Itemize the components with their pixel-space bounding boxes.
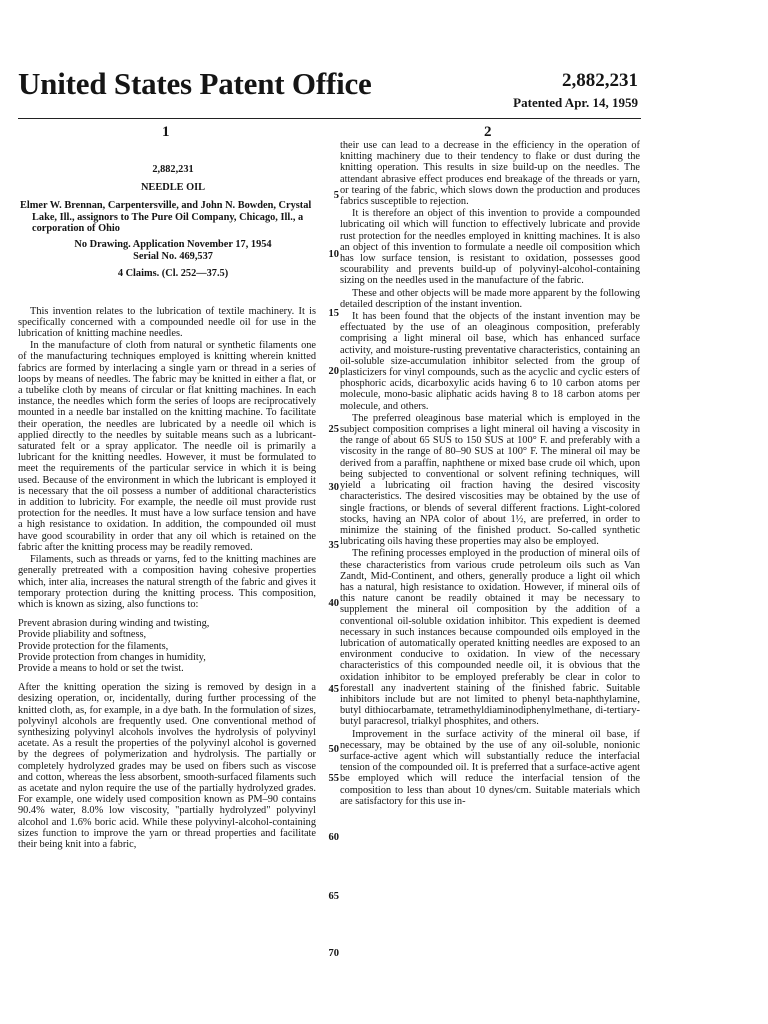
line-number: 40 (328, 598, 339, 609)
list-item: Provide protection from changes in humidity, (18, 651, 206, 663)
paragraph: Improvement in the surface activity of the mineral oil base, if necessary, may be obtained by the use of any oil-soluble, nonionic surface-active agent which will substantially reduce the interfacial tension of the compounded oil. It is preferred that a surface-active agent be employed which will reduce the interfacial tension of the composition to less than about 10 dynes/cm. Suitable materials which are satisfactory for this use in- (340, 728, 640, 807)
invention-title: NEEDLE OIL (140, 182, 206, 194)
line-number: 55 (328, 773, 339, 784)
header-rule (18, 118, 641, 119)
line-number: 70 (328, 948, 339, 959)
line-number: 60 (328, 832, 339, 843)
paragraph: Filaments, such as threads or yarns, fed to the knitting machines are generally pretreated with a composition having cohesive properties which, inter alia, increases the natural strength of the fabric and gives it temporary protection during the knitting process. This composition, which is known as sizing, also functions to: (18, 554, 316, 610)
right-column (340, 140, 640, 808)
left-column (18, 140, 316, 851)
application-line: No Drawing. Application November 17, 1954 (74, 239, 272, 251)
line-number: 10 (328, 249, 339, 260)
patent-number: 2,882,231 (562, 70, 638, 91)
paragraph: In the manufacture of cloth from natural or synthetic filaments one of the manufacturing techniques employed is knitting wherein knitted fabrics are formed by interlacing a single yarn or thread in a series of loops by means of needles. The fabric may be knitted in either a flat, or a tubelike cloth by means of circular or flat knitting machines. In each instance, the needles which form the series of loops are reciprocatively mounted in a needle bar installed on the knitting machine. To facilitate their operation, the needles are lubricated by a needle oil which is applied directly to the needles by suitable means such as a lubricant-saturated felt or a spray applicator. The needle oil is primarily a lubricant for the knitting needles. However, it must be formulated to meet the requirements of the particular service in which it is being used. Because of the environment in which the lubricant is employed it is necessary that the oil possess a number of additional characteristics in addition to lubricity. For example, the needle oil must provide rust protection for the needles. It must have a low surface tension and have a high resistance to oxidation. In addition, the compounded oil must have good scourability in order that any oil which is retained on the fabric after the knitting process may be readily removed. (18, 340, 316, 553)
line-number: 30 (328, 482, 339, 493)
line-number: 35 (328, 540, 339, 551)
paragraph: The preferred oleaginous base material which is employed in the subject composition comprises a light mineral oil having a viscosity in the range of about 65 SUS to 150 SUS at 100° F. and preferably with a viscosity in the range of 80–90 SUS at 100° F. The mineral oil may be derived from a paraffin, naphthene or mixed base crude oil which, upon being subjected to conventional or solvent refining techniques, will yield a lubricating oil fraction having the desired viscosity characteristics. The desired viscosities may be obtained by the use of single fractions, or blends of several different fractions. Light-colored stocks, having an NPA color of about 1½, are preferred, in order to minimize the staining of the finished product. So-called synthetic lubricating oils having these properties may also be employed. (340, 412, 640, 548)
list-item: Prevent abrasion during winding and twisting, (18, 618, 210, 630)
claims-line: 4 Claims. (Cl. 252—37.5) (117, 268, 229, 280)
paragraph: The refining processes employed in the production of mineral oils of these characteristics from various crude petroleum oils such as Van Zandt, Mid-Continent, and others, generally produce a light oil which has a natural, high resistance to oxidation. However, if mineral oils of this nature canont be readily obtained it may be necessary to supplement the mineral oil composition by the addition of a conventional oil-soluble oxidation inhibitor. This expedient is deemed necessary in such instances because compounded oils employed in the lubrication of automatically operated knitting needles are exposed to an environment conducive to oxidation. In view of the necessary characteristics of this compounded needle oil, it is obvious that the oxidation inhibitor to be employed preferably be clear in color to forestall any inadvertent staining of the finished fabric. Suitable inhibitors include but are not limited to phenyl beta-naphthylamine, butyl dithiocarbamate, tetramethyldiaminodiphenylmethane, di-tertiary-butyl paracresol, trialkyl phosphites, and others. (340, 548, 640, 728)
column-number-left: 1 (162, 124, 170, 140)
office-title: United States Patent Office (18, 66, 372, 101)
line-number: 5 (333, 190, 339, 201)
patented-date: Patented Apr. 14, 1959 (513, 95, 638, 110)
paragraph: It is therefore an object of this invention to provide a compounded lubricating oil which will function to effectively lubricate and provide rust protection for the needles employed in knitting machines. It is also an object of this invention to formulate a needle oil composition which has low surface tension, is resistant to oxidation, possesses good scourability and prevents build-up of polyvinyl-alcohol-containing sizing on the needles used in the manufacture of the fabric. (340, 208, 640, 287)
paragraph: It has been found that the objects of the instant invention may be effectuated by the use of an oleaginous composition, preferably comprising a light mineral oil base, which has enhanced surface activity, and moisture-rusting preventative characteristics, containing an oil-soluble size-accumulation inhibitor selected from the group of plasticizers for vinyl compounds, such as the acyclic and cyclic esters of phosphoric acids, dicarboxylic acids having 6 to 10 carbon atoms per molecule, mono-basic aliphatic acids having 8 to 18 carbon atoms per molecule, and others. (340, 311, 640, 412)
paragraph: These and other objects will be made more apparent by the following detailed description of the instant invention. (340, 287, 640, 310)
serial-number: Serial No. 469,537 (133, 251, 213, 263)
line-number: 15 (328, 308, 339, 319)
list-item: Provide protection for the filaments, (18, 640, 169, 652)
line-number: 45 (328, 684, 339, 695)
inventors: Elmer W. Brennan, Carpentersville, and John N. Bowden, Crystal Lake, Ill., assignors to The Pure Oil Company, Chicago, Ill., a corporation of Ohio (20, 200, 312, 234)
paragraph: their use can lead to a decrease in the efficiency in the operation of knitting machinery due to their tendency to flake or dust during the knitting operation. This results in size build-up on the needles. The attendant abrasive effect produces end breakage of the threads or yarn, or tearing of the fabric, which slows down the production and produces fabrics susceptible to rejection. (340, 140, 640, 208)
line-number: 50 (328, 744, 339, 755)
sizing-functions-list (18, 618, 316, 674)
paragraph: After the knitting operation the sizing is removed by design in a desizing operation, or, incidentally, during further processing of the knitted cloth, as, for example, in a dye bath. In the formulation of sizes, polyvinyl alcohols are frequently used. One conventional method of synthesizing polyvinyl alcohols involves the hydrolysis of polyvinyl acetate. As a result the properties of the polyvinyl alcohol is governed by the degrees of polymerization and hydrolysis. The partially or completely hydrolyzed grades may be used on fibers such as viscose and cotton, whereas the less absorbent, smooth-surfaced filaments such as acetate and nylon require the use of the partially hydrolyzed grades. For example, one widely used composition known as PM–90 contains 90.4% water, 8.0% low viscosity, "partially hydrolyzed" polyvinyl alcohol and 1.6% boric acid. While these polyvinyl-alcohol-containing sizes function to improve the yarn or thread properties and facilitate their being knit into a fabric, (18, 682, 316, 850)
line-number: 25 (328, 424, 339, 435)
front-patent-number: 2,882,231 (152, 164, 194, 175)
line-number: 20 (328, 366, 339, 377)
line-number: 65 (328, 891, 339, 902)
list-item: Provide a means to hold or set the twist. (18, 662, 184, 674)
list-item: Provide pliability and softness, (18, 629, 147, 641)
paragraph: This invention relates to the lubrication of textile machinery. It is specifically concerned with a compounded needle oil for use in the lubrication of knitting machine needles. (18, 305, 316, 340)
column-number-right: 2 (484, 124, 492, 140)
